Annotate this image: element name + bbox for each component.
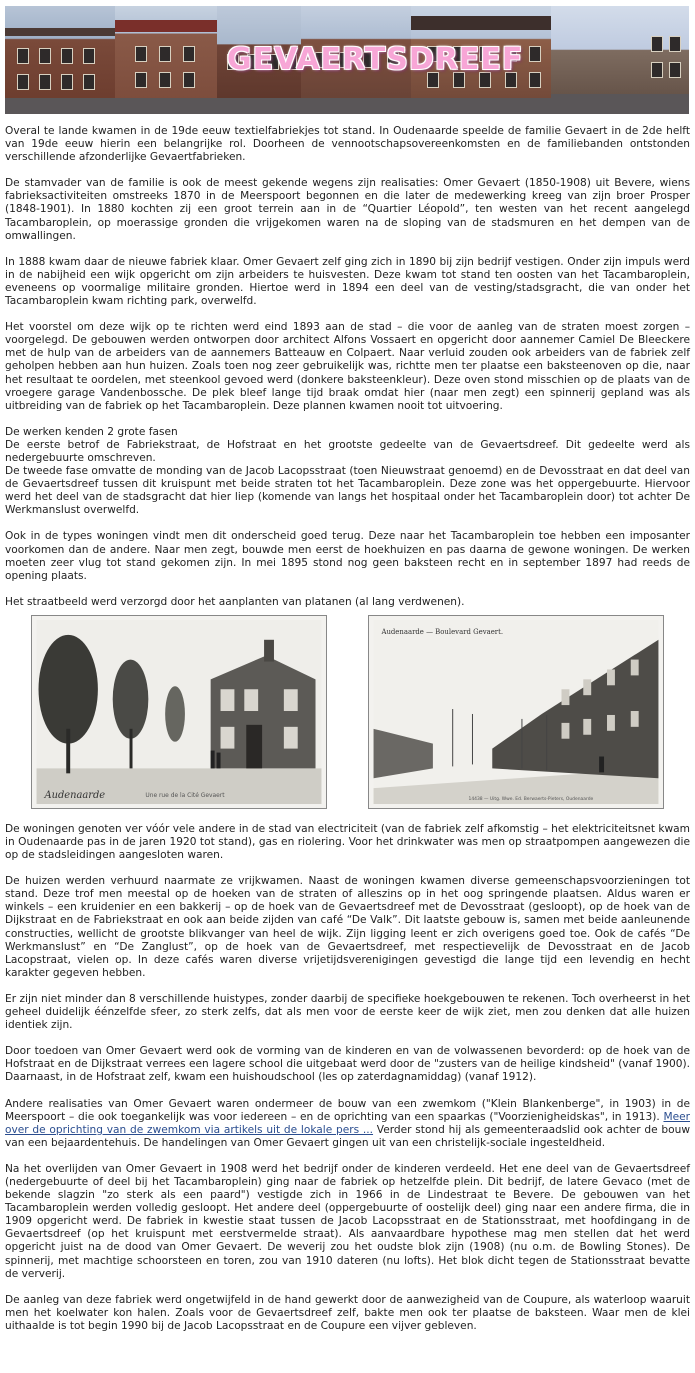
swimming-pool-articles-link[interactable]: Meer over de oprichting van de zwemkom via artikels uit de lokale pers ... [5, 1110, 690, 1136]
paragraph-utilities: De woningen genoten ver vóór vele andere in de stad van electriciteit (van de fabriek zelf afkomstig – het elektriciteitsnet kwam in Oudenaarde pas in de jaren 1920 tot stand), gas en riolering. Voor het drinkwater was men op straatpompen aangewezen die op de stadsleidingen aangesloten waren. [5, 822, 690, 862]
banner-photo-2 [115, 6, 217, 114]
paragraph-house-variety: Er zijn niet minder dan 8 verschillende huistypes, zonder daarbij de specifieke hoekgebouwen te rekenen. Toch overheerst in het geheel duidelijk éénzelfde sfeer, zo sterk zelfs, dat als men voor de eerste keer de wijk ziet, men zou denken dat alle huizen identiek zijn. [5, 992, 690, 1032]
header-banner [5, 6, 689, 114]
paragraph-streetscape: Het straatbeeld werd verzorgd door het aanplanten van platanen (al lang verdwenen). [5, 595, 465, 608]
paragraph-after-death: Na het overlijden van Omer Gevaert in 1908 werd het bedrijf onder de kinderen verdeeld. Het ene deel van de Gevaertsdreef (nedergebuurte of deel bij het Tacambaroplein) ging naar de fabriek op hetzelfde plein. Dit bedrijf, de latere Gevaco (met de bekende slagzin "zo sterk als een paard") vestigde zich in 1966 in de Lindestraat te Bevere. De gebouwen van het Tacambaroplein werden volledig gesloopt. Het andere deel (oppergebuurte of oostelijk deel) ging naar een andere firma, die in 1909 opgericht werd. De fabriek in kwestie staat tussen de Jacob Lacopsstraat en de Stationsstraat, met hoofdingang in de Gevaertsdreef (op het kruispunt met eerstvermelde straat). Als aanvaardbare hypothese mag men stellen dat het werd opgericht juist na de dood van Omer Gevaert. De weverij zou het oudste blok zijn (1908) (nu o.m. de Bowling Stones). De spinnerij, met machtige schoorsteen en toren, zou van 1910 dateren (nu lofts). Het blok dicht tegen de Stationsstraat bevatte de ververij. [5, 1162, 690, 1280]
postcard-left-place: Audenaarde [44, 789, 106, 801]
banner-title: GEVAERTSDREEF [227, 42, 524, 77]
paragraph-coupure: De aanleg van deze fabriek werd ongetwijfeld in de hand gewerkt door de aanwezigheid van de Coupure, als waterloop waaruit men het koelwater kon halen. Zoals voor de Gevaertsdreef zelf, bakte men ook ter plaatse de baksteen. Waar men de klei uithaalde is tot begin 1990 bij de Jacob Lacopsstraat en de Coupure een vijver gebleven. [5, 1293, 690, 1332]
realisations-text: Andere realisaties van Omer Gevaert waren ondermeer de bouw van een zwemkom ("Klein Blankenberge", in 1903) in de Meerspoort – die ook toegankelijk was voor iedereen – en de oprichting van een spaarkas ("Voorzienigheidskas", in 1913). [5, 1097, 690, 1123]
postcard-right-header: Audenaarde — Boulevard Gevaert. [381, 627, 504, 636]
paragraph-phase-one: De eerste betrof de Fabriekstraat, de Hofstraat en het grootste gedeelte van de Gevaertsdreef. Dit gedeelte werd als nedergebuurte omschreven. [5, 438, 690, 464]
postcard-right-footer: 14438 — Uitg. Wwe. Ed. Berwaerts-Pieters, Oudenaarde [468, 796, 594, 802]
banner-photo-6 [551, 6, 689, 114]
postcard-gallery [5, 615, 690, 809]
article-body [5, 125, 690, 1346]
paragraph-intro: Overal te lande kwamen in de 19de eeuw textielfabriekjes tot stand. In Oudenaarde speelde de familie Gevaert in de 2de helft van 19de eeuw hierin een belangrijke rol. Doorheen de vennootschapsovereenkomsten en de familiebanden ontstonden verschillende afzonderlijke Gevaertfabrieken. [5, 125, 690, 164]
paragraph-community: De huizen werden verhuurd naarmate ze vrijkwamen. Naast de woningen kwamen diverse gemeenschapsvoorzieningen tot stand. Deze trof men meestal op de hoeken van de straten of alleszins op in het oog springende plaatsen. Aldus waren er winkels – een kruidenier en een bakkerij – op de hoek van de Gevaertsdreef met de Devosstraat (gesloopt), op de hoek van de Dijkstraat en de Fabriekstraat en ook aan beide zijden van café “De Valk”. Dit laatste gebouw is, samen met beide aanleunende constructies, wellicht de grootste blikvanger van heel de wijk. Zijn ligging leent er zich overigens goed toe. Ook de cafés “De Werkmanslust” en “De Zanglust”, op de hoek van de Gevaertsdreef, met respectievelijk de Devosstraat en de Jacob Lacopstraat, vielen op. In deze cafés waren diverse vrijetijdsverenigingen gevestigd die lange tijd een levendig en hecht karakter gegeven hebben. [5, 875, 690, 979]
postcard-right-image [373, 620, 659, 804]
paragraph-other-realisations [5, 1098, 690, 1150]
realisations-text-after: Verder stond hij als gemeenteraadslid ook achter de bouw van een bejaardentehuis. De handelingen van Omer Gevaert gingen uit van een christelijk-sociale ingesteldheid. [5, 1123, 690, 1149]
paragraph-founder: De stamvader van de familie is ook de meest gekende wegens zijn realisaties: Omer Gevaert (1850-1908) uit Bevere, wiens fabrieksactiviteiten omstreeks 1870 in de Meerspoort begonnen en die later de medewerking kreeg van zijn broer Prosper (1848-1901). In 1880 kochten zij een groot terrein aan in de “Quartier Léopold”, ten westen van het recent aangelegd Tacambaroplein, op moerassige gronden die vrijgekomen waren na de sloping van de stadsmuren en het dempen van de omwallingen. [5, 177, 690, 242]
postcard-left-caption: Une rue de la Cité Gevaert [145, 791, 225, 799]
postcard-left[interactable] [31, 615, 327, 809]
banner-photo-1 [5, 6, 115, 114]
paragraph-phases-title: De werken kenden 2 grote fasen [5, 425, 178, 438]
postcard-right[interactable] [368, 615, 664, 809]
paragraph-house-types: Ook in de types woningen vindt men dit onderscheid goed terug. Deze naar het Tacambaroplein toe hebben een imposanter voorkomen dan de andere. Naar men zegt, bouwde men eerst de hoekhuizen en pas daarna de gewone woningen. De werken moeten zeer vlug tot stand gekomen zijn. In mei 1895 stond nog geen baksteen recht en in september 1897 had reeds de opening plaats. [5, 530, 690, 582]
paragraph-phase-two: De tweede fase omvatte de monding van de Jacob Lacopsstraat (toen Nieuwstraat genoemd) en de Devosstraat en dat deel van de Gevaertsdreef tussen dit kruispunt met beide straten tot het Tacambaroplein. Deze zone was het oppergebuurte. Hiervoor werd het deel van de stadsgracht dat hier liep (komende van langs het hospitaal onder het Tacambaroplein door) tot achter De Werkmanslust overwelfd. [5, 465, 690, 517]
postcard-left-image [36, 620, 322, 804]
paragraph-proposal: Het voorstel om deze wijk op te richten werd eind 1893 aan de stad – die voor de aanleg van de straten moest zorgen – voorgelegd. De gebouwen werden ontworpen door architect Alfons Vossaert en opgericht door aannemer Camiel De Bleeckere met de hulp van de arbeiders van de aannemers Batteauw en Colpaert. Naar verluid zouden ook arbeiders van de fabriek zelf geholpen hebben aan hun huizen. Zoals toen nog zeer gebruikelijk was, richtte men ter plaatse een baksteenoven op die, naar het resultaat te oordelen, met steenkool gevoed werd (donkere baksteenkleur). Deze oven stond misschien op de plaats van de vroegere garage Vandenbossche. De plek bleef lange tijd braak omdat hier (naar men zegt) een spinnerij gepland was als uitbreiding van de fabriek op het Tacambaroplein. Deze plannen kwamen nooit tot uitvoering. [5, 321, 690, 412]
paragraph-new-factory: In 1888 kwam daar de nieuwe fabriek klaar. Omer Gevaert zelf ging zich in 1890 bij zijn bedrijf vestigen. Onder zijn impuls werd in de nabijheid een wijk opgericht om zijn arbeiders te huisvesten. Deze kwam tot stand ten oosten van het Tacambaroplein, eveneens op voormalige militaire gronden. Hiertoe werd in 1894 een deel van de vesting/stadsgracht, die van onder het Tacambaroplein kwam richting park, overwelfd. [5, 255, 690, 308]
paragraph-education: Door toedoen van Omer Gevaert werd ook de vorming van de kinderen en van de volwassenen bevorderd: op de hoek van de Hofstraat en de Dijkstraat verrees een lagere school die uitgebaat werd door de "zusters van de heilige kindsheid" (vanaf 1900). Daarnaast, in de Hofstraat zelf, kwam een huishoudschool (les op zaterdagnamiddag) (vanaf 1912). [5, 1045, 690, 1084]
